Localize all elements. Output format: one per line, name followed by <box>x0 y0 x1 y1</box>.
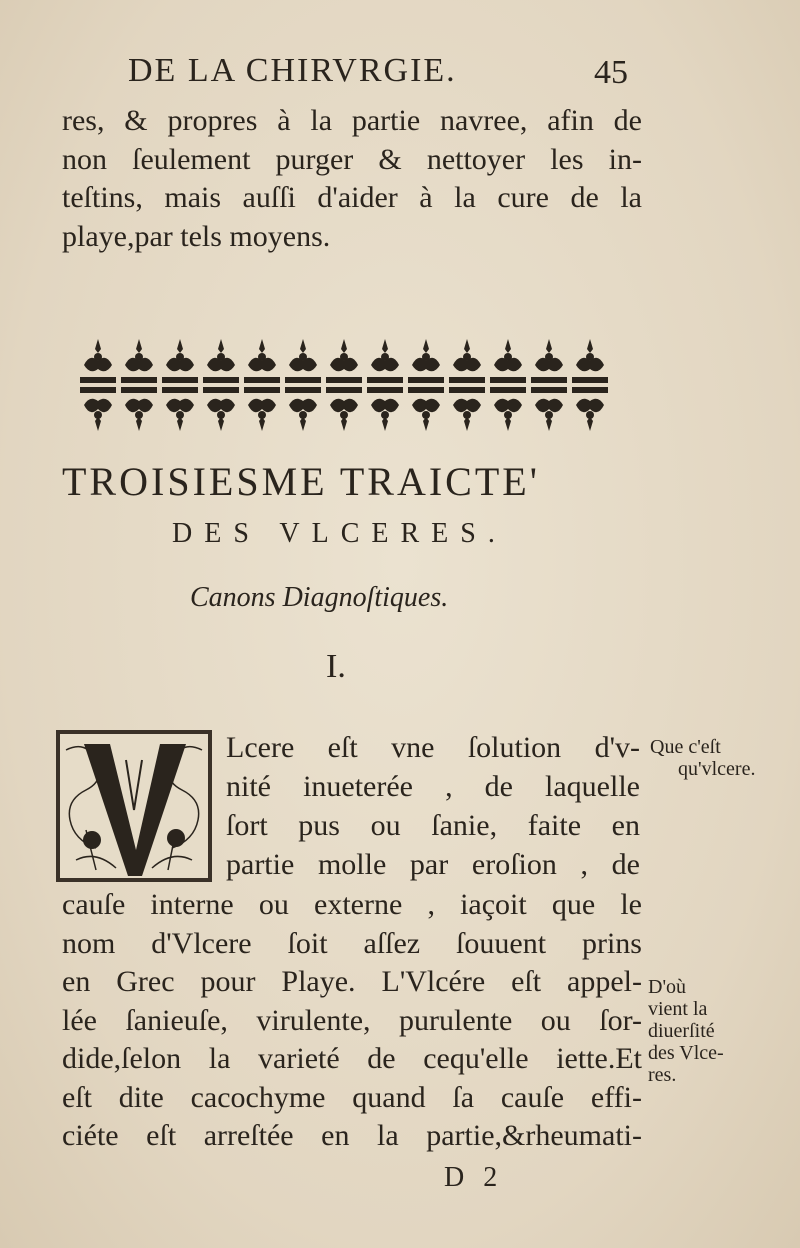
ornament-row <box>80 339 608 431</box>
margin-note-1: Que c'eſt qu'vlcere. <box>650 736 756 780</box>
main-paragraph <box>62 886 642 1156</box>
signature-mark: D 2 <box>444 1162 504 1193</box>
page-number: 45 <box>594 54 628 91</box>
initial-paragraph-lines <box>226 728 640 884</box>
text-line: cauſe interne ou externe , iaçoit que le <box>62 888 642 921</box>
running-head <box>0 52 800 102</box>
treatise-subtitle: DES VLCERES. <box>172 518 507 549</box>
text-line: nom d'Vlcere ſoit aſſez ſouuent prins <box>62 926 642 960</box>
text-line: eſt dite cacochyme quand ſa cauſe effi- <box>62 1080 642 1114</box>
canon-numeral: I. <box>326 648 346 685</box>
text-line: ciéte eſt arreſtée en la partie,&rheumati- <box>62 1119 642 1152</box>
running-head-title: DE LA CHIRVRGIE. <box>128 52 457 89</box>
margin-note-2: D'où vient la diuerſité des Vlce- res. <box>648 976 724 1086</box>
text-line: nité inueterée , de laquelle <box>226 770 640 803</box>
text-line: dide,ſelon la varieté de cequ'elle iette.Et <box>62 1042 642 1075</box>
text-line: en Grec pour Playe. L'Vlcére eſt appel- <box>62 965 642 998</box>
text-line: playe,par tels moyens. <box>62 219 331 253</box>
section-heading: Canons Diagnoſtiques. <box>190 582 449 613</box>
text-line: teſtins, mais auſſi d'aider à la cure de la <box>62 181 642 214</box>
treatise-title: TROISIESME TRAICTE' <box>62 459 540 504</box>
text-line: ſort pus ou ſanie, faite en <box>226 809 640 842</box>
text-line: non ſeulement purger & nettoyer les in- <box>62 142 642 176</box>
text-line: partie molle par eroſion , de <box>226 848 640 881</box>
fleuron-ornament-band <box>78 335 618 435</box>
text-line: Lcere eſt vne ſolution d'v- <box>226 731 640 764</box>
decorated-initial-v <box>56 730 212 882</box>
text-line: lée ſanieuſe, virulente, purulente ou ſor- <box>62 1003 642 1037</box>
text-line: res, & propres à la partie navree, afin de <box>62 104 642 137</box>
top-paragraph <box>62 102 642 256</box>
